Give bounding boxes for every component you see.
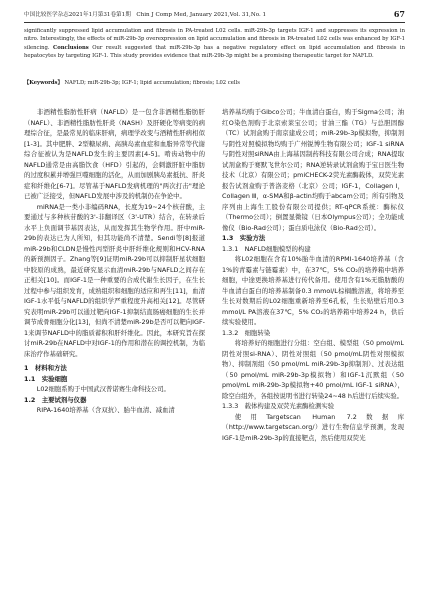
model-paragraph: 将L02细胞在含有10%胎牛血清的RPMI-1640培养基（含1%的青霉素与链霉素）中，在37℃，5% CO₂的培养箱中培养细胞，中途更换培养基进行传代备用。使用含有1%无脂肪酸的牛血清白蛋白的培养基制备0.3 mmol/L棕榈酸溶液，将培养至生长对数期后的L02细胞重新培养至6孔板，生长贴壁后用0.3 mmol/L PA溶液在37℃，5% CO₂的培养箱中培养24 h，供后续实验使用。 — [222, 255, 404, 326]
subsection-heading-cells: 1.1 实验细胞 — [24, 374, 68, 383]
left-column — [24, 107, 205, 416]
keywords-text: NAFLD; miR-29b-3p; IGF-1; lipid accumulation; fibrosis; L02 cells — [64, 80, 240, 86]
keywords-label: 【Keywords】 — [24, 80, 63, 86]
luciferase-paragraph: 使用Targetscan Human 7.2数据库（http://www.targetscan.org/）进行生物信息学预测，发现IGF-1是miR-29b-3p的直接靶点，然后使用双荧光 — [222, 412, 404, 442]
subsubsection-heading-model: 1.3.1 NAFLD细胞模型的构建 — [222, 244, 311, 253]
abstract-results-text: significantly suppressed lipid accumulation and fibrosis in PA-treated L02 cells. miR-29b-3p targets IGF-1 and suppresses its expression in nitro. Interestingly, the effects of miR-29b-3p overexpression on lipid accumulation and fibrosis in PA-treated L02 cells was enhanced by IGF-1 silencing. — [24, 28, 405, 51]
abstract-conclusions-text: Our result suggested that miR-29b-3p has a negative regulatory effect on lipid accumulation and fibrosis in hepatocytes by targeting IGF-1. This study provides evidence that miR-29b-3p might be a promising therapeutic target for NAFLD. — [24, 44, 405, 59]
subsection-heading-methods: 1.3 实验方法 — [222, 234, 266, 242]
subsubsection-heading-transfection: 1.3.2 细胞转染 — [222, 328, 271, 337]
page-number: 67 — [393, 9, 405, 19]
right-column — [222, 107, 404, 443]
conclusions-label: Conclusions — [53, 44, 89, 51]
subsubsection-heading-luciferase: 1.3.3 载体构建及双荧光素酶检测实验 — [222, 402, 335, 410]
reagents-paragraph-start: RIPA-1640培养基（含双抗）、胎牛血清、减血清 — [36, 406, 175, 414]
running-header — [24, 8, 405, 23]
subsection-heading-reagents: 1.2 主要试剂与仪器 — [24, 395, 87, 404]
english-abstract — [24, 27, 405, 60]
section-heading-methods: 1 材料和方法 — [24, 364, 67, 372]
keywords-line — [24, 79, 405, 87]
transfection-paragraph: 将培养好的细胞进行分组：空白组、模型组（50 pmol/mL阴性对照si-RNA）、阴性对照组（50 pmol/mL阴性对照模拟物）、抑制剂组（50 pmol/mL miR-29b-3p抑制剂）、过表达组（50 pmol/mL miR-29b-3p模拟物）和IGF-1沉默组（50 pmol/mL miR-29b-3p模拟物+40 pmol/mL IGF-1 siRNA），除空白组外，各组按说明书进行转染24~48 h后进行后续实验。 — [222, 339, 404, 400]
cells-paragraph: L02细胞系购于中国武汉普诺赛生命科技公司。 — [36, 385, 170, 393]
intro-paragraph-1: 非酒精性脂肪性肝病（NAFLD）是一包含非酒精性脂肪肝（NAFL）、非酒精性脂肪性肝炎（NASH）及肝硬化等病变的病理综合征，是最常见的临床肝病，病理学改变与酒精性肝病相似[1-3]。其中肥胖、2型糖尿病、高胰岛素血症和血脂异常等代谢综合征被认为是NAFLD发生的主要因素[4-5]。啃齿动物中的NAFLD通常是由高脂饮食（HFD）引起的，会刺激肝脏中脂肪的过度积累并增强巨噬细胞的活化，从而加剧胰岛素抵抗、肝炎症和纤维化[6-7]。尽管基于NAFLD发病机理的"两次打击"理论已被广泛接受，但NAFLD发展中涉及的机制仍在争论中。 — [24, 108, 205, 200]
journal-citation: 中国比较医学杂志2021年1月第31卷第1期 Chin J Comp Med, January 2021,Vol. 31,No. 1 — [24, 12, 267, 18]
intro-paragraph-2: miRNA是一类小非编码RNA，长度为19~24个核苷酸，主要通过与多种核苷酸的3'-非翻译区（3'-UTR）结合，在转录后水平上负面调节基因表达，从而发挥其生物学作用。肝中miR-29b的表达已为人所知，但其功能尚不清楚。Sendi等[8]报道miR-29b和CLDN是慢性丙型肝炎中肝纤维化规则和HCV-RNA的新预测因子。Zhang等[9]证明miR-29b可以抑制肝星状细胞中胶原的成熟，最近研究显示血清miR-29b与NAFLD之间存在正相关[10]。而IGF-1是一种重要的合成代谢生长因子，在生长过程中参与组织发育，成熟组织和细胞的适应和再生[11]，血清IGF-1水平低与NAFLD的组织学严重程度升高相关[12]。尽管研究表明miR-29b可以通过靶向IGF-1抑制结直肠癌细胞的生长并调节成骨细胞分化[13]，但尚不清楚miR-29b是否可以靶向IGF-1来调节NAFLD中的脂质蓄积和肝纤维化。因此，本研究旨在探讨miR-29b在NAFLD中对IGF-1的作用和潜在的调控机制，为临床治疗作基础研究。 — [24, 202, 205, 358]
reagents-paragraph-continued: 培养基均购于Gibco公司；牛血清白蛋白，购于Sigma公司；油红O染色剂购于北京索莱宝公司；甘油三酯（TG）与总胆固醇（TC）试剂盒购于南京建成公司；miR-29b-3p模拟物，抑制剂与阴性对照模拟物均购于广州锐博生物有限公司；IGF-1 siRNA与阴性对照siRNA由上海基因制药科技有限公司合成；RNA提取试剂盒购于赛默飞世尔公司；RNA逆转录试剂盒购于宝日医生物技术（北京）有限公司；pmiCHECK-2荧光素酶载体，双荧光素报告试剂盒购于普洛麦格（北京）公司；IGF-1，Collagen I，Collagen Ⅲ，α-SMA和β-actin均购于abcam公司；所有引物及序列由上海生工股份有限公司提供；RT-qPCR系统：酶标仪（Thermo公司）；倒置显微镜（日本Olympus公司）；全功能成像仪（Bio-Rad公司）；蛋白质电泳仪（Bio-Rad公司）。 — [222, 108, 404, 232]
